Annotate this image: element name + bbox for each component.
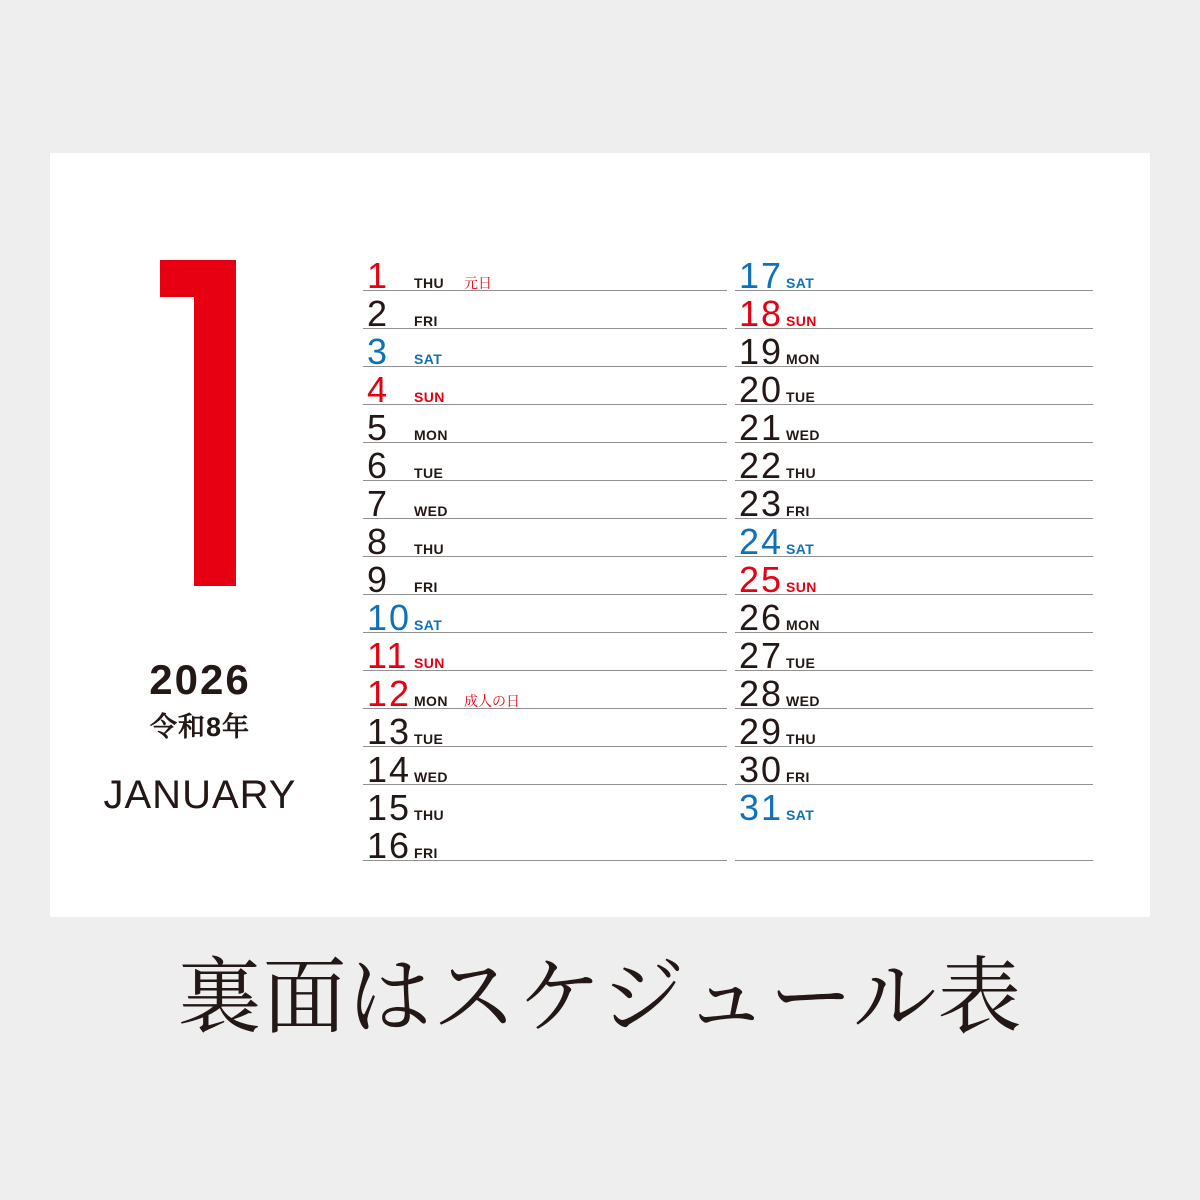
date-number: 5 [367,407,390,448]
weekday-label: WED [414,769,448,785]
weekday-label: SUN [414,389,445,405]
date-number: 7 [367,483,390,524]
date-number: 15 [367,787,412,828]
weekday-label: SAT [414,351,443,367]
weekday-label: THU [414,275,444,291]
date-number: 23 [739,483,784,524]
calendar-day-row [735,481,1093,524]
calendar-day-row [735,709,1093,752]
calendar-column [363,253,727,866]
weekday-label: MON [786,351,820,367]
date-number: 24 [739,521,784,562]
calendar-day-row [363,367,727,410]
calendar-day-row [735,443,1093,486]
date-number: 6 [367,445,390,486]
month-numeral-glyph [160,260,236,586]
date-number: 2 [367,293,390,334]
calendar-day-row [363,329,727,372]
date-number: 20 [739,369,784,410]
calendar-day-row [363,291,727,334]
calendar-day-row [735,329,1093,372]
weekday-label: SAT [414,617,443,633]
holiday-label: 成人の日 [464,693,520,709]
date-number: 14 [367,749,412,790]
weekday-label: FRI [786,769,810,785]
weekday-label: SUN [786,579,817,595]
weekday-label: TUE [414,731,444,747]
weekday-label: TUE [414,465,444,481]
calendar-day-row [735,633,1093,676]
calendar-card [50,153,1150,917]
weekday-label: FRI [414,579,438,595]
year-label: 2026 [149,656,251,703]
back-side-caption: 裏面はスケジュール表 [177,950,1023,1044]
date-number: 3 [367,331,390,372]
weekday-label: SAT [786,541,815,557]
calendar-day-row [363,633,727,676]
date-number: 28 [739,673,784,714]
weekday-label: SUN [786,313,817,329]
date-number: 8 [367,521,390,562]
date-number: 27 [739,635,784,676]
month-numeral [160,260,236,586]
calendar-day-row [735,557,1093,600]
date-number: 25 [739,559,784,600]
calendar-day-row [363,519,727,562]
holiday-label: 元日 [464,275,492,291]
calendar-column [735,253,1093,861]
calendar-day-row [735,519,1093,562]
date-number: 17 [739,255,784,296]
weekday-label: THU [414,807,444,823]
date-number: 18 [739,293,784,334]
date-number: 11 [367,635,409,676]
date-number: 26 [739,597,784,638]
date-number: 22 [739,445,784,486]
calendar-day-row [735,785,1093,828]
date-number: 1 [367,255,390,296]
weekday-label: SAT [786,275,815,291]
calendar-day-row [735,671,1093,714]
calendar-day-row [735,747,1093,790]
calendar-day-row [735,253,1093,296]
weekday-label: TUE [786,655,816,671]
calendar-day-row [363,747,727,790]
calendar-day-row [363,671,727,714]
date-number: 31 [739,787,784,828]
calendar-day-row [363,443,727,486]
weekday-label: SAT [786,807,815,823]
date-number: 12 [367,673,412,714]
era-label: 令和8年 [149,712,251,742]
weekday-label: THU [786,731,816,747]
weekday-label: WED [786,693,820,709]
weekday-label: MON [414,427,448,443]
calendar-day-row [363,595,727,638]
calendar-day-row [363,405,727,448]
month-panel [50,153,350,917]
weekday-label: MON [786,617,820,633]
date-number: 30 [739,749,784,790]
date-number: 29 [739,711,784,752]
month-name-label: JANUARY [103,773,297,817]
weekday-label: FRI [414,845,438,861]
calendar-day-row [735,405,1093,448]
date-number: 9 [367,559,390,600]
weekday-label: WED [786,427,820,443]
calendar-day-row [363,785,727,828]
calendar-day-row [363,253,727,296]
date-number: 16 [367,825,412,866]
weekday-label: THU [414,541,444,557]
weekday-label: MON [414,693,448,709]
calendar-day-row [363,557,727,600]
weekday-label: FRI [786,503,810,519]
date-number: 13 [367,711,412,752]
date-number: 4 [367,369,390,410]
weekday-label: SUN [414,655,445,671]
calendar-day-row [363,823,727,866]
date-number: 21 [739,407,784,448]
date-number: 10 [367,597,412,638]
calendar-day-row [735,291,1093,334]
weekday-label: TUE [786,389,816,405]
weekday-label: THU [786,465,816,481]
calendar-day-row [363,481,727,524]
weekday-label: FRI [414,313,438,329]
date-number: 19 [739,331,784,372]
calendar-day-row [735,595,1093,638]
calendar-day-row [735,367,1093,410]
calendar-day-row [363,709,727,752]
weekday-label: WED [414,503,448,519]
